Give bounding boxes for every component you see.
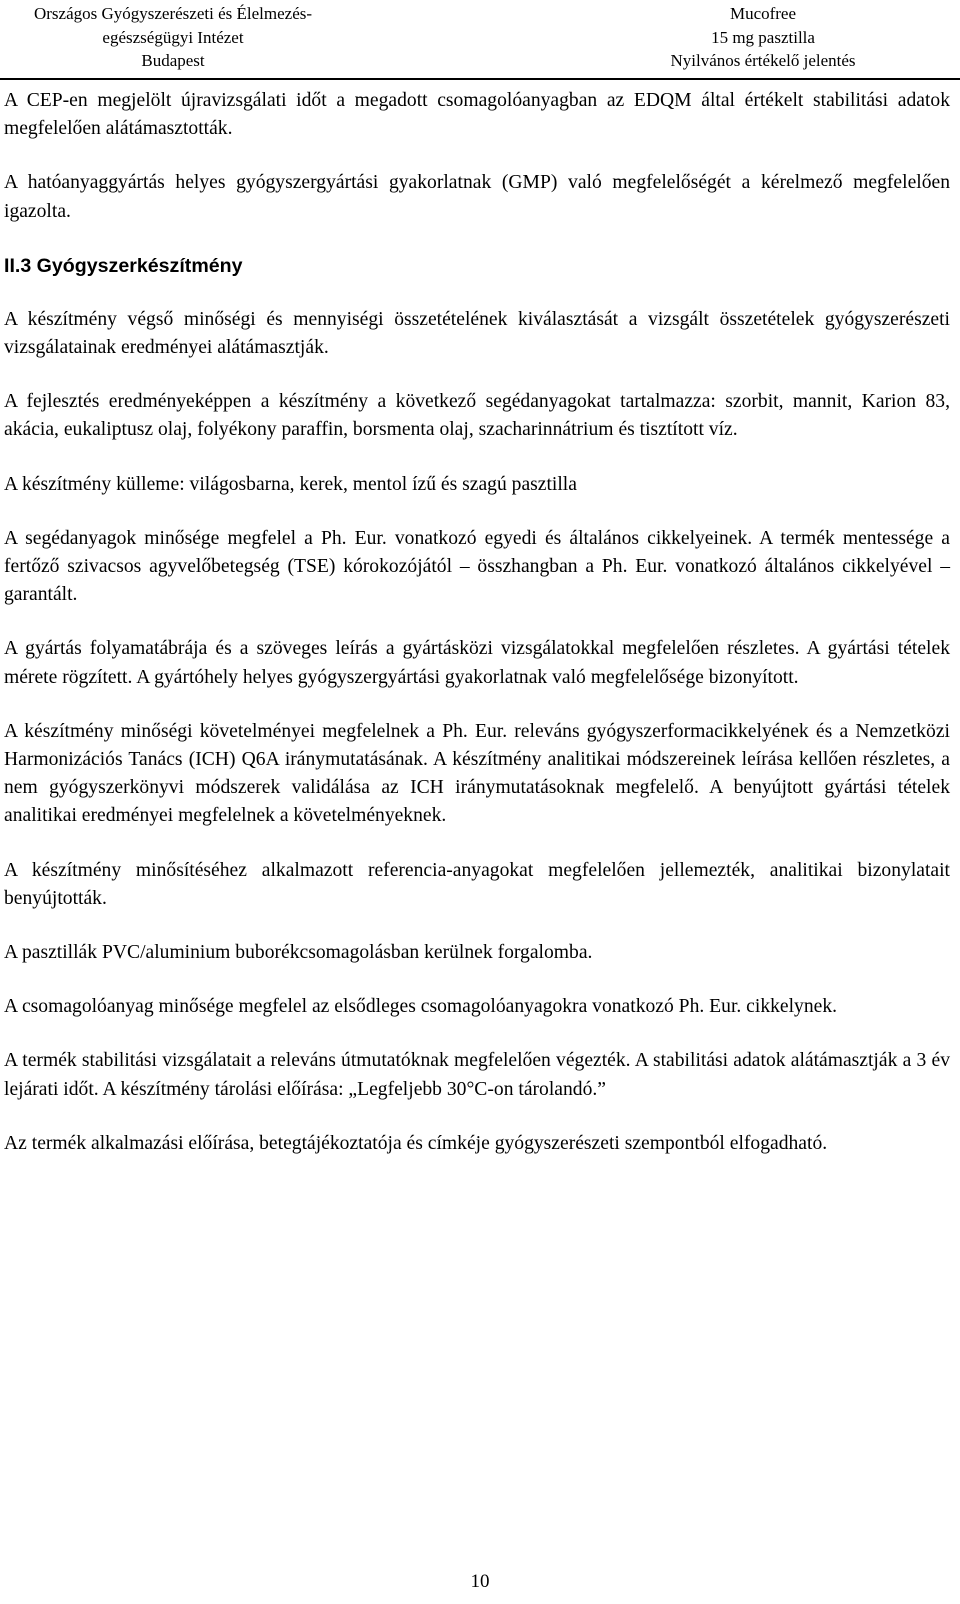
paragraph: A készítmény minősítéséhez alkalmazott referencia-anyagokat megfelelően jellemezték, analitikai bizonylatait benyújtották. (4, 859, 950, 909)
header-institution-line: egészségügyi Intézet (102, 27, 244, 47)
section-heading: II.3 Gyógyszerkészítmény (4, 254, 243, 277)
paragraph: A készítmény minőségi követelményei megfelelnek a Ph. Eur. releváns gyógyszerformacikkelyének és a Nemzetközi Harmonizációs Tanács (ICH) Q6A iránymutatásának. A készítmény analitikai módszereinek leírása kellően részletes, a nem gyógyszerkönyvi módszerek validálása az ICH iránymutatásoknak megfelelő. A benyújtott gyártási tételek analitikai eredményei megfelelnek a követelményeknek. (4, 720, 950, 827)
header-product (649, 2, 877, 73)
paragraph: A CEP-en megjelölt újravizsgálati időt a megadott csomagolóanyagban az EDQM által értékelt stabilitási adatok megfelelően alátámasztották. (4, 90, 950, 140)
paragraph: A hatóanyaggyártás helyes gyógyszergyártási gyakorlatnak (GMP) való megfelelőségét a kérelmező megfelelően igazolta. (4, 172, 950, 222)
paragraph: A gyártás folyamatábrája és a szöveges leírás a gyártásközi vizsgálatokkal megfelelően részletes. A gyártási tételek mérete rögzített. A gyártóhely helyes gyógyszergyártási gyakorlatnak való megfelelősége bizonyított. (4, 638, 950, 688)
paragraph: A segédanyagok minősége megfelel a Ph. Eur. vonatkozó egyedi és általános cikkelyeinek. A termék mentessége a fertőző szivacsos agyvelőbetegség (TSE) kórokozójától – összhangban a Ph. Eur. vonatkozó általános cikkelyével – garantált. (4, 527, 950, 606)
paragraph: A fejlesztés eredményeképpen a készítmény a következő segédanyagokat tartalmazza: szorbit, mannit, Karion 83, akácia, eukaliptusz olaj, folyékony paraffin, borsmenta olaj, szacharinnátrium és tisztított víz. (4, 391, 950, 441)
paragraph: A készítmény külleme: világosbarna, kerek, mentol ízű és szagú pasztilla (4, 473, 577, 495)
paragraph: A csomagolóanyag minősége megfelel az elsődleges csomagolóanyagokra vonatkozó Ph. Eur. cikkelynek. (4, 996, 838, 1018)
paragraph: A készítmény végső minőségi és mennyiségi összetételének kiválasztását a vizsgált összetételek gyógyszerészeti vizsgálatainak eredményei alátámasztják. (4, 308, 950, 359)
paragraph: A pasztillák PVC/aluminium buborékcsomagolásban kerülnek forgalomba. (4, 942, 593, 964)
header-report-type: Nyilvános értékelő jelentés (670, 51, 856, 70)
header-product-name: Mucofree (729, 4, 797, 23)
paragraph: Az termék alkalmazási előírása, betegtájékoztatója és címkéje gyógyszerészeti szempontból elfogadható. (4, 1132, 828, 1154)
paragraph: A termék stabilitási vizsgálatait a releváns útmutatóknak megfelelően végezték. A stabilitási adatok alátámasztják a 3 év lejárati időt. A készítmény tárolási előírása: „Legfeljebb 30°C-on tárolandó.” (4, 1050, 950, 1100)
header-institution-city: Budapest (141, 51, 205, 70)
page-header (0, 0, 960, 80)
page-number: 10 (470, 1571, 490, 1592)
header-product-strength: 15 mg pasztilla (711, 27, 815, 47)
header-institution (0, 2, 346, 73)
header-institution-line: Országos Gyógyszerészeti és Élelmezés- (33, 4, 313, 23)
document-body (4, 87, 950, 1184)
